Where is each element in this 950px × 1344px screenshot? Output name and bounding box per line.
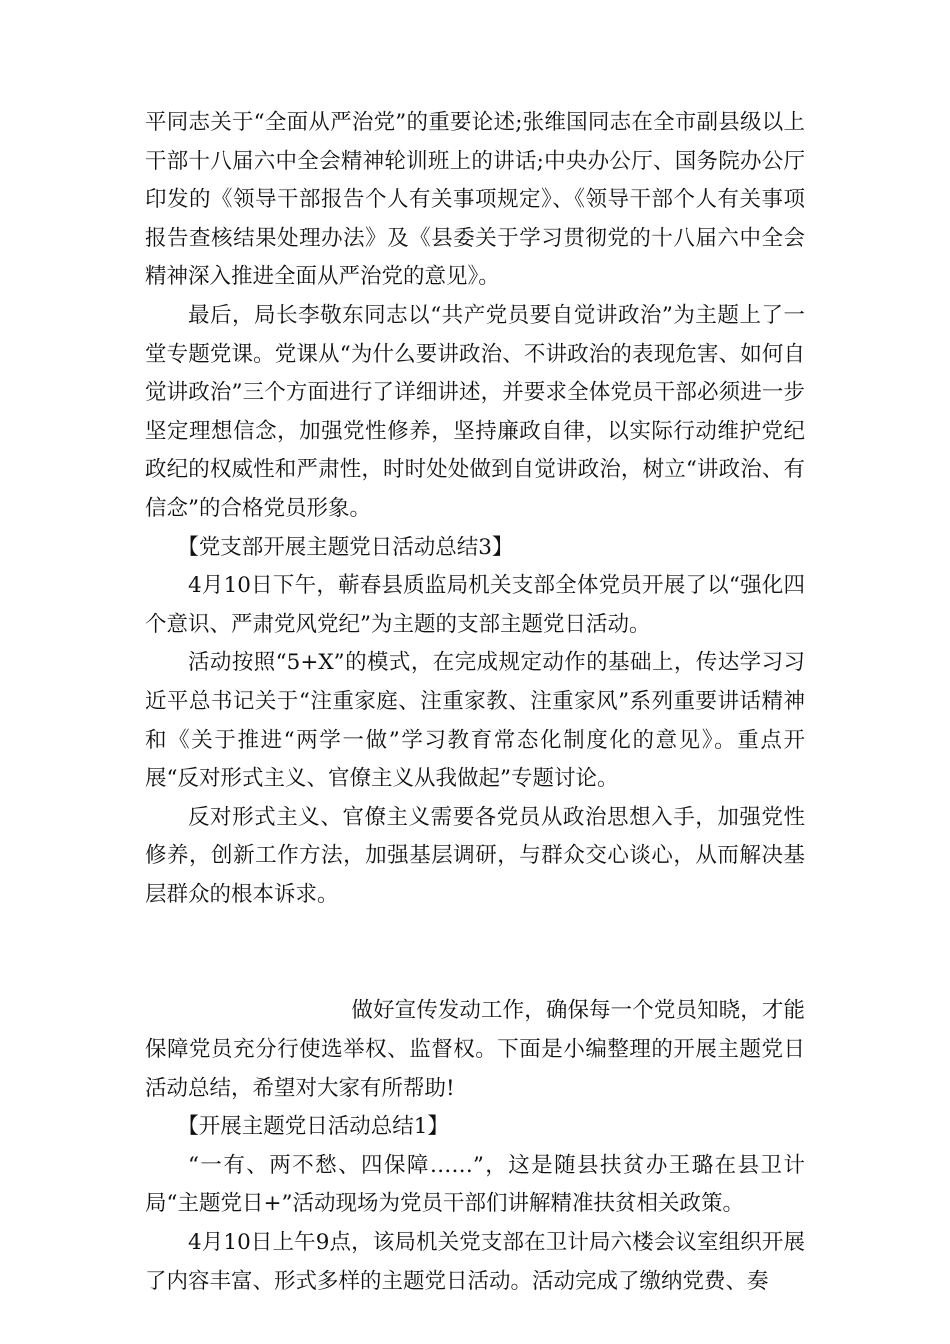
paragraph-poverty-policy: “一有、两不愁、四保障……”，这是随县扶贫办王璐在县卫计局“主题党日+”活动现场为党员干部们讲解精准扶贫相关政策。 <box>145 1152 805 1217</box>
paragraph-lead-intro: 做好宣传发动工作，确保每一个党员知晓，才能保障党员充分行使选举权、监督权。下面是小编整理的开展主题党日活动总结，希望对大家有所帮助! <box>145 998 805 1101</box>
paragraph-party-lecture: 最后，局长李敬东同志以“共产党员要自觉讲政治”为主题上了一堂专题党课。党课从“为什么要讲政治、不讲政治的表现危害、如何自觉讲政治”三个方面进行了详细讲述，并要求全体党员干部必须进一步坚定理想信念，加强党性修养，坚持廉政自律，以实际行动维护党纪政纪的权威性和严肃性，时时处处做到自觉讲政治，树立“讲政治、有信念”的合格党员形象。 <box>145 302 805 521</box>
paragraph-oppose-formalism: 反对形式主义、官僚主义需要各党员从政治思想入手，加强党性修养，创新工作方法，加强基层调研，与群众交心谈心，从而解决基层群众的根本诉求。 <box>145 804 805 907</box>
section-heading-summary-3: 【党支部开展主题党日活动总结3】 <box>177 534 514 560</box>
paragraph-activity-intro: 4月10日下午，蕲春县质监局机关支部全体党员开展了以“强化四个意识、严肃党风党纪”为主题的支部主题党日活动。 <box>145 573 805 637</box>
paragraph-meeting-details: 4月10日上午9点，该局机关党支部在卫计局六楼会议室组织开展了内容丰富、形式多样的主题党日活动。活动完成了缴纳党费、奏 <box>145 1230 805 1294</box>
paragraph-continuation: 平同志关于“全面从严治党”的重要论述;张维国同志在全市副县级以上干部十八届六中全会精神轮训班上的讲话;中央办公厅、国务院办公厅印发的《领导干部报告个人有关事项规定》、《领导干部个人有关事项报告查核结果处理办法》及《县委关于学习贯彻党的十八届六中全会精神深入推进全面从严治党的意见》。 <box>145 110 805 290</box>
document-page <box>145 104 805 1301</box>
section-gap <box>145 914 805 992</box>
paragraph-activity-mode: 活动按照“5+X”的模式，在完成规定动作的基础上，传达学习习近平总书记关于“注重家庭、注重家教、注重家风”系列重要讲话精神和《关于推进“两学一做”学习教育常态化制度化的意见》。重点开展“反对形式主义、官僚主义从我做起”专题讨论。 <box>145 650 805 792</box>
section-heading-summary-1: 【开展主题党日活动总结1】 <box>177 1114 449 1140</box>
